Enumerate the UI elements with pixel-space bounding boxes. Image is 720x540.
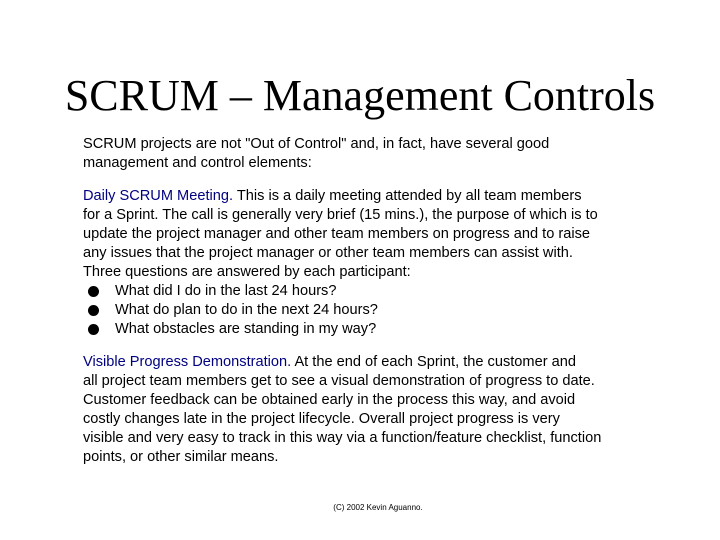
intro-line: management and control elements: [83,155,312,171]
slide-title: SCRUM – Management Controls [64,71,656,120]
visible-line: visible and very easy to track in this way via a function/feature checklist, function [83,430,602,446]
copyright-footer: (C) 2002 Kevin Aguanno. [333,503,423,512]
question-bullet [83,301,673,320]
question-bullet [83,282,673,301]
daily-first-line [83,187,673,206]
daily-lead: Daily SCRUM Meeting. [83,188,234,204]
bullet-dot-icon [88,305,99,316]
paragraph-gap [83,339,673,353]
visible-line: points, or other similar means. [83,449,279,465]
visible-lead: Visible Progress Demonstration. [83,354,292,370]
intro-line: SCRUM projects are not "Out of Control" and, in fact, have several good [83,136,550,152]
bullet-dot-icon [88,324,99,335]
question-text: What obstacles are standing in my way? [115,321,377,337]
daily-line: for a Sprint. The call is generally very brief (15 mins.), the purpose of which is to [83,207,598,223]
daily-line: update the project manager and other team members on progress and to raise [83,226,591,242]
daily-line: Three questions are answered by each participant: [83,264,411,280]
question-text: What do plan to do in the next 24 hours? [115,302,378,318]
bullet-dot-icon [88,286,99,297]
paragraph-gap [83,173,673,187]
visible-line: costly changes late in the project lifecycle. Overall project progress is very [83,411,560,427]
visible-first-line-rest: At the end of each Sprint, the customer and [291,354,576,370]
slide-body [83,135,673,467]
visible-first-line [83,353,673,372]
question-bullet [83,320,673,339]
daily-first-line-rest: This is a daily meeting attended by all team members [233,188,582,204]
question-text: What did I do in the last 24 hours? [115,283,337,299]
daily-line: any issues that the project manager or other team members can assist with. [83,245,573,261]
visible-line: Customer feedback can be obtained early in the process this way, and avoid [83,392,576,408]
visible-line: all project team members get to see a visual demonstration of progress to date. [83,373,595,389]
